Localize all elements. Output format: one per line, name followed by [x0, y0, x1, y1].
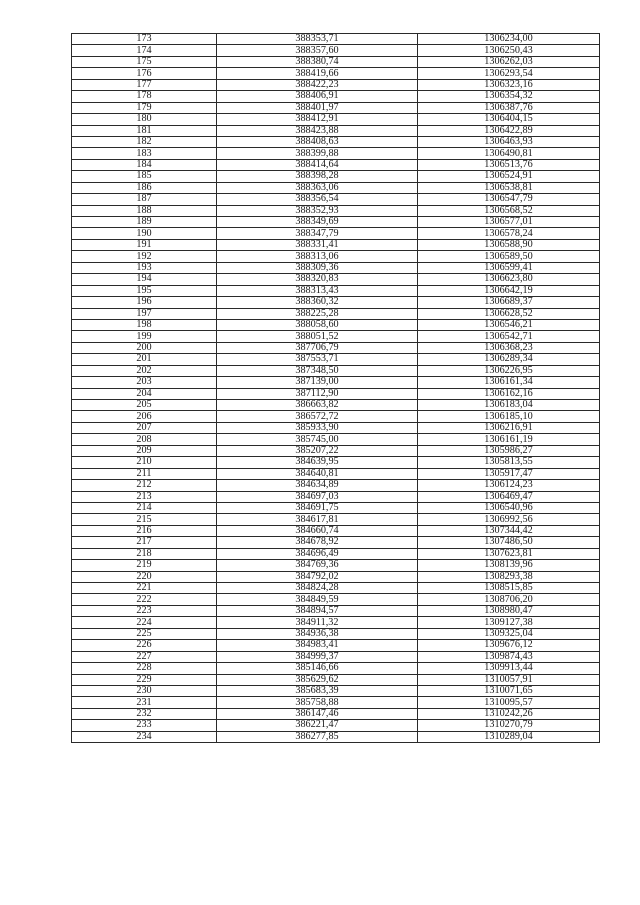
table-row [72, 205, 600, 216]
x-coordinate-cell: 384696,49 [217, 548, 418, 559]
table-row [72, 79, 600, 90]
x-coordinate-cell: 388408,63 [217, 136, 418, 147]
x-coordinate-cell: 388349,69 [217, 217, 418, 228]
point-number-cell: 185 [72, 171, 217, 182]
y-coordinate-cell: 1306992,56 [418, 514, 600, 525]
table-row [72, 45, 600, 56]
y-coordinate-cell: 1308706,20 [418, 594, 600, 605]
y-coordinate-cell: 1306323,16 [418, 79, 600, 90]
point-number-cell: 233 [72, 720, 217, 731]
table-row [72, 708, 600, 719]
table-row [72, 663, 600, 674]
point-number-cell: 221 [72, 583, 217, 594]
point-number-cell: 187 [72, 194, 217, 205]
x-coordinate-cell: 384678,92 [217, 537, 418, 548]
y-coordinate-cell: 1305986,27 [418, 445, 600, 456]
point-number-cell: 191 [72, 239, 217, 250]
table-row [72, 274, 600, 285]
table-row [72, 400, 600, 411]
y-coordinate-cell: 1308515,85 [418, 583, 600, 594]
x-coordinate-cell: 388422,23 [217, 79, 418, 90]
y-coordinate-cell: 1309325,04 [418, 628, 600, 639]
x-coordinate-cell: 384769,36 [217, 560, 418, 571]
point-number-cell: 216 [72, 525, 217, 536]
table-row [72, 91, 600, 102]
point-number-cell: 183 [72, 148, 217, 159]
table-row [72, 480, 600, 491]
x-coordinate-cell: 388225,28 [217, 308, 418, 319]
point-number-cell: 186 [72, 182, 217, 193]
x-coordinate-cell: 387553,71 [217, 354, 418, 365]
point-number-cell: 184 [72, 159, 217, 170]
y-coordinate-cell: 1308139,96 [418, 560, 600, 571]
point-number-cell: 192 [72, 251, 217, 262]
point-number-cell: 178 [72, 91, 217, 102]
point-number-cell: 176 [72, 68, 217, 79]
y-coordinate-cell: 1307486,50 [418, 537, 600, 548]
point-number-cell: 193 [72, 262, 217, 273]
y-coordinate-cell: 1306513,76 [418, 159, 600, 170]
x-coordinate-cell: 384660,74 [217, 525, 418, 536]
point-number-cell: 213 [72, 491, 217, 502]
x-coordinate-cell: 385629,62 [217, 674, 418, 685]
point-number-cell: 227 [72, 651, 217, 662]
table-row [72, 422, 600, 433]
table-row [72, 34, 600, 45]
y-coordinate-cell: 1306216,91 [418, 422, 600, 433]
x-coordinate-cell: 386572,72 [217, 411, 418, 422]
x-coordinate-cell: 385933,90 [217, 422, 418, 433]
table-row [72, 502, 600, 513]
y-coordinate-cell: 1306642,19 [418, 285, 600, 296]
y-coordinate-cell: 1306262,03 [418, 56, 600, 67]
y-coordinate-cell: 1306289,34 [418, 354, 600, 365]
table-row [72, 697, 600, 708]
table-row [72, 217, 600, 228]
table-row [72, 651, 600, 662]
x-coordinate-cell: 388357,60 [217, 45, 418, 56]
table-row [72, 308, 600, 319]
table-row [72, 262, 600, 273]
point-number-cell: 219 [72, 560, 217, 571]
x-coordinate-cell: 388356,54 [217, 194, 418, 205]
point-number-cell: 173 [72, 34, 217, 45]
x-coordinate-cell: 388347,79 [217, 228, 418, 239]
point-number-cell: 198 [72, 319, 217, 330]
y-coordinate-cell: 1309676,12 [418, 640, 600, 651]
table-row [72, 514, 600, 525]
table-row [72, 148, 600, 159]
x-coordinate-cell: 388313,43 [217, 285, 418, 296]
point-number-cell: 207 [72, 422, 217, 433]
table-row [72, 125, 600, 136]
table-row [72, 491, 600, 502]
y-coordinate-cell: 1306226,95 [418, 365, 600, 376]
y-coordinate-cell: 1306183,04 [418, 400, 600, 411]
x-coordinate-cell: 388320,83 [217, 274, 418, 285]
y-coordinate-cell: 1309874,43 [418, 651, 600, 662]
coordinates-table [71, 33, 600, 743]
y-coordinate-cell: 1310095,57 [418, 697, 600, 708]
point-number-cell: 203 [72, 377, 217, 388]
point-number-cell: 210 [72, 457, 217, 468]
y-coordinate-cell: 1306524,91 [418, 171, 600, 182]
x-coordinate-cell: 384849,59 [217, 594, 418, 605]
x-coordinate-cell: 385758,88 [217, 697, 418, 708]
x-coordinate-cell: 384894,57 [217, 605, 418, 616]
x-coordinate-cell: 386277,85 [217, 731, 418, 742]
point-number-cell: 179 [72, 102, 217, 113]
table-row [72, 136, 600, 147]
table-row [72, 56, 600, 67]
x-coordinate-cell: 388398,28 [217, 171, 418, 182]
table-row [72, 548, 600, 559]
table-row [72, 594, 600, 605]
point-number-cell: 174 [72, 45, 217, 56]
x-coordinate-cell: 388353,71 [217, 34, 418, 45]
point-number-cell: 214 [72, 502, 217, 513]
table-row [72, 297, 600, 308]
table-row [72, 171, 600, 182]
table-row [72, 685, 600, 696]
point-number-cell: 220 [72, 571, 217, 582]
y-coordinate-cell: 1309913,44 [418, 663, 600, 674]
table-row [72, 525, 600, 536]
point-number-cell: 188 [72, 205, 217, 216]
table-row [72, 468, 600, 479]
y-coordinate-cell: 1307623,81 [418, 548, 600, 559]
point-number-cell: 229 [72, 674, 217, 685]
y-coordinate-cell: 1306404,15 [418, 114, 600, 125]
y-coordinate-cell: 1306490,81 [418, 148, 600, 159]
y-coordinate-cell: 1306124,23 [418, 480, 600, 491]
x-coordinate-cell: 388309,36 [217, 262, 418, 273]
x-coordinate-cell: 384999,37 [217, 651, 418, 662]
y-coordinate-cell: 1310071,65 [418, 685, 600, 696]
x-coordinate-cell: 385745,00 [217, 434, 418, 445]
x-coordinate-cell: 388051,52 [217, 331, 418, 342]
point-number-cell: 206 [72, 411, 217, 422]
y-coordinate-cell: 1308293,38 [418, 571, 600, 582]
x-coordinate-cell: 388414,64 [217, 159, 418, 170]
point-number-cell: 200 [72, 342, 217, 353]
x-coordinate-cell: 385146,66 [217, 663, 418, 674]
table-row [72, 194, 600, 205]
y-coordinate-cell: 1306161,34 [418, 377, 600, 388]
y-coordinate-cell: 1310270,79 [418, 720, 600, 731]
x-coordinate-cell: 388352,93 [217, 205, 418, 216]
y-coordinate-cell: 1306368,23 [418, 342, 600, 353]
table-row [72, 182, 600, 193]
x-coordinate-cell: 387348,50 [217, 365, 418, 376]
x-coordinate-cell: 384911,32 [217, 617, 418, 628]
point-number-cell: 190 [72, 228, 217, 239]
point-number-cell: 223 [72, 605, 217, 616]
y-coordinate-cell: 1305813,55 [418, 457, 600, 468]
table-row [72, 617, 600, 628]
x-coordinate-cell: 386147,46 [217, 708, 418, 719]
x-coordinate-cell: 384983,41 [217, 640, 418, 651]
x-coordinate-cell: 388423,88 [217, 125, 418, 136]
point-number-cell: 217 [72, 537, 217, 548]
point-number-cell: 232 [72, 708, 217, 719]
point-number-cell: 175 [72, 56, 217, 67]
y-coordinate-cell: 1306293,54 [418, 68, 600, 79]
y-coordinate-cell: 1306547,79 [418, 194, 600, 205]
point-number-cell: 180 [72, 114, 217, 125]
table-row [72, 354, 600, 365]
point-number-cell: 202 [72, 365, 217, 376]
table-row [72, 605, 600, 616]
table-row [72, 159, 600, 170]
table-row [72, 377, 600, 388]
point-number-cell: 209 [72, 445, 217, 456]
y-coordinate-cell: 1306185,10 [418, 411, 600, 422]
y-coordinate-cell: 1306387,76 [418, 102, 600, 113]
table-row [72, 560, 600, 571]
x-coordinate-cell: 388412,91 [217, 114, 418, 125]
x-coordinate-cell: 385207,22 [217, 445, 418, 456]
point-number-cell: 182 [72, 136, 217, 147]
y-coordinate-cell: 1306578,24 [418, 228, 600, 239]
y-coordinate-cell: 1306538,81 [418, 182, 600, 193]
y-coordinate-cell: 1306577,01 [418, 217, 600, 228]
table-row [72, 388, 600, 399]
table-row [72, 239, 600, 250]
y-coordinate-cell: 1306568,52 [418, 205, 600, 216]
point-number-cell: 201 [72, 354, 217, 365]
y-coordinate-cell: 1306250,43 [418, 45, 600, 56]
point-number-cell: 228 [72, 663, 217, 674]
point-number-cell: 231 [72, 697, 217, 708]
point-number-cell: 225 [72, 628, 217, 639]
y-coordinate-cell: 1305917,47 [418, 468, 600, 479]
point-number-cell: 195 [72, 285, 217, 296]
table-row [72, 583, 600, 594]
table-row [72, 331, 600, 342]
table-row [72, 342, 600, 353]
x-coordinate-cell: 384792,02 [217, 571, 418, 582]
table-row [72, 457, 600, 468]
point-number-cell: 224 [72, 617, 217, 628]
x-coordinate-cell: 384617,81 [217, 514, 418, 525]
point-number-cell: 194 [72, 274, 217, 285]
table-row [72, 445, 600, 456]
point-number-cell: 199 [72, 331, 217, 342]
point-number-cell: 211 [72, 468, 217, 479]
y-coordinate-cell: 1306599,41 [418, 262, 600, 273]
point-number-cell: 177 [72, 79, 217, 90]
y-coordinate-cell: 1306689,37 [418, 297, 600, 308]
x-coordinate-cell: 388380,74 [217, 56, 418, 67]
table-row [72, 228, 600, 239]
x-coordinate-cell: 388331,41 [217, 239, 418, 250]
y-coordinate-cell: 1306422,89 [418, 125, 600, 136]
y-coordinate-cell: 1306589,50 [418, 251, 600, 262]
point-number-cell: 197 [72, 308, 217, 319]
table-row [72, 571, 600, 582]
table-row [72, 434, 600, 445]
y-coordinate-cell: 1307344,42 [418, 525, 600, 536]
point-number-cell: 215 [72, 514, 217, 525]
table-row [72, 319, 600, 330]
x-coordinate-cell: 386221,47 [217, 720, 418, 731]
y-coordinate-cell: 1310057,91 [418, 674, 600, 685]
table-row [72, 102, 600, 113]
table-row [72, 251, 600, 262]
x-coordinate-cell: 388419,66 [217, 68, 418, 79]
point-number-cell: 218 [72, 548, 217, 559]
point-number-cell: 204 [72, 388, 217, 399]
point-number-cell: 212 [72, 480, 217, 491]
x-coordinate-cell: 388360,32 [217, 297, 418, 308]
x-coordinate-cell: 387112,90 [217, 388, 418, 399]
y-coordinate-cell: 1306469,47 [418, 491, 600, 502]
table-row [72, 674, 600, 685]
y-coordinate-cell: 1306628,52 [418, 308, 600, 319]
table-row [72, 411, 600, 422]
table-row [72, 640, 600, 651]
y-coordinate-cell: 1310242,26 [418, 708, 600, 719]
point-number-cell: 234 [72, 731, 217, 742]
y-coordinate-cell: 1306234,00 [418, 34, 600, 45]
y-coordinate-cell: 1310289,04 [418, 731, 600, 742]
y-coordinate-cell: 1306588,90 [418, 239, 600, 250]
point-number-cell: 189 [72, 217, 217, 228]
x-coordinate-cell: 388058,60 [217, 319, 418, 330]
x-coordinate-cell: 388363,06 [217, 182, 418, 193]
x-coordinate-cell: 385683,39 [217, 685, 418, 696]
y-coordinate-cell: 1306463,93 [418, 136, 600, 147]
x-coordinate-cell: 386663,82 [217, 400, 418, 411]
x-coordinate-cell: 384640,81 [217, 468, 418, 479]
x-coordinate-cell: 384936,38 [217, 628, 418, 639]
x-coordinate-cell: 384639,95 [217, 457, 418, 468]
x-coordinate-cell: 387139,00 [217, 377, 418, 388]
x-coordinate-cell: 388399,88 [217, 148, 418, 159]
y-coordinate-cell: 1306623,80 [418, 274, 600, 285]
y-coordinate-cell: 1306161,19 [418, 434, 600, 445]
table-row [72, 114, 600, 125]
point-number-cell: 205 [72, 400, 217, 411]
y-coordinate-cell: 1306354,32 [418, 91, 600, 102]
x-coordinate-cell: 384691,75 [217, 502, 418, 513]
x-coordinate-cell: 388401,97 [217, 102, 418, 113]
table-row [72, 720, 600, 731]
table-row [72, 285, 600, 296]
point-number-cell: 208 [72, 434, 217, 445]
table-row [72, 731, 600, 742]
x-coordinate-cell: 388313,06 [217, 251, 418, 262]
x-coordinate-cell: 384824,28 [217, 583, 418, 594]
x-coordinate-cell: 384697,03 [217, 491, 418, 502]
x-coordinate-cell: 387706,79 [217, 342, 418, 353]
point-number-cell: 226 [72, 640, 217, 651]
coordinates-table-body [72, 34, 600, 743]
point-number-cell: 196 [72, 297, 217, 308]
y-coordinate-cell: 1308980,47 [418, 605, 600, 616]
x-coordinate-cell: 384634,89 [217, 480, 418, 491]
y-coordinate-cell: 1306540,96 [418, 502, 600, 513]
y-coordinate-cell: 1309127,38 [418, 617, 600, 628]
point-number-cell: 230 [72, 685, 217, 696]
y-coordinate-cell: 1306546,21 [418, 319, 600, 330]
table-row [72, 537, 600, 548]
table-row [72, 68, 600, 79]
point-number-cell: 181 [72, 125, 217, 136]
y-coordinate-cell: 1306542,71 [418, 331, 600, 342]
table-row [72, 628, 600, 639]
table-row [72, 365, 600, 376]
x-coordinate-cell: 388406,91 [217, 91, 418, 102]
point-number-cell: 222 [72, 594, 217, 605]
y-coordinate-cell: 1306162,16 [418, 388, 600, 399]
